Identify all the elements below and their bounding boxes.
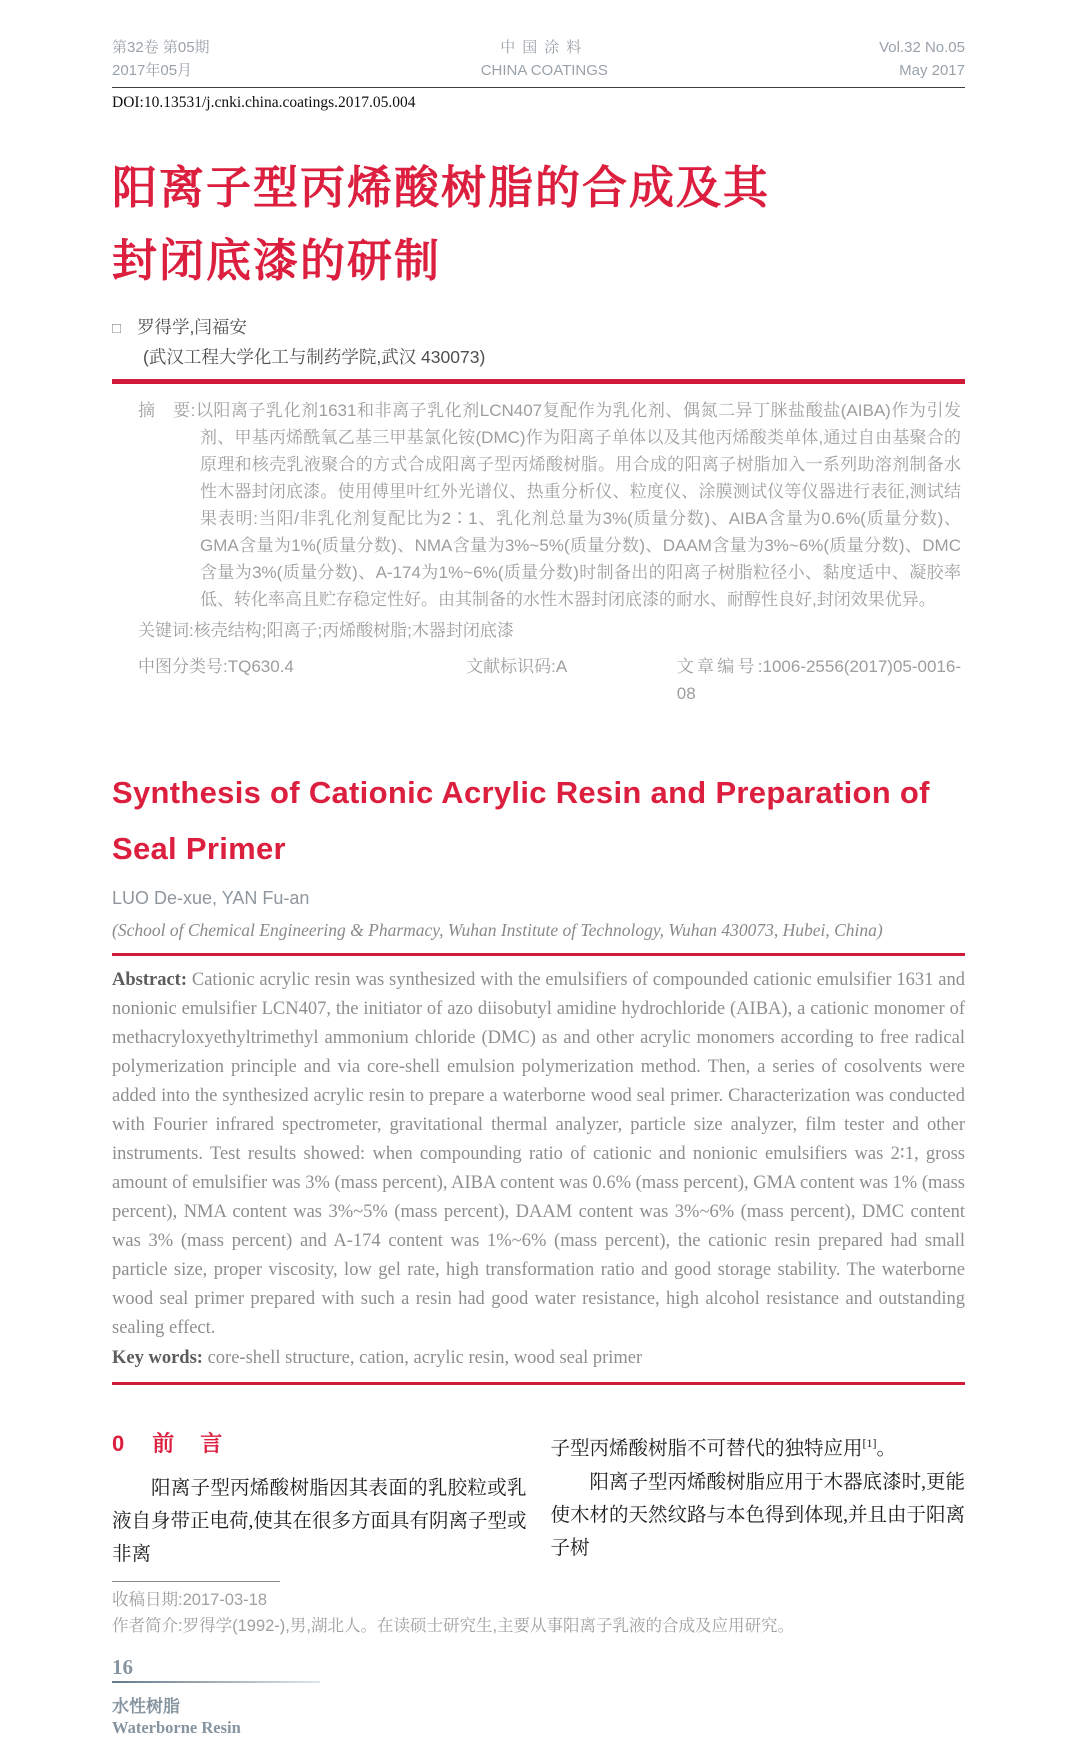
column-name-en: Waterborne Resin <box>112 1718 241 1738</box>
date-en: May 2017 <box>899 62 965 79</box>
section-title: 前言 <box>152 1431 249 1457</box>
classification-row <box>138 653 961 707</box>
clc-item <box>138 653 466 707</box>
volume-issue-cn: 第32卷 第05期 <box>112 39 210 56</box>
red-divider-top <box>112 379 965 384</box>
bio-text: 罗得学(1992-),男,湖北人。在读硕士研究生,主要从事阳离子乳液的合成及应用研究。 <box>182 1617 795 1636</box>
author-names-cn: 罗得学,闫福安 <box>137 316 247 337</box>
keywords-en-label: Key words: <box>112 1348 203 1369</box>
footnote-block <box>112 1581 965 1639</box>
abstract-cn-label: 摘 要: <box>138 400 196 420</box>
doi-text: DOI:10.13531/j.cnki.china.coatings.2017.05.004 <box>112 94 416 111</box>
body-right-text: 子型丙烯酸树脂不可替代的独特应用 <box>550 1438 863 1460</box>
keywords-cn-row <box>138 617 961 644</box>
keywords-cn-text: 核壳结构;阳离子;丙烯酸树脂;木器封闭底漆 <box>193 620 514 640</box>
doc-code-value: A <box>555 656 568 676</box>
article-id-label: 文章编号: <box>676 656 763 676</box>
article-title-cn-line1: 阳离子型丙烯酸树脂的合成及其 <box>112 162 771 213</box>
journal-name-cn: 中国涂料 <box>500 39 589 56</box>
volume-issue-en: Vol.32 No.05 <box>879 39 965 56</box>
article-id-value: 1006-2556(2017)05-0016-08 <box>676 656 961 703</box>
abstract-cn-text: 以阳离子乳化剂1631和非离子乳化剂LCN407复配作为乳化剂、偶氮二异丁脒盐酸盐(AIBA)作为引发剂、甲基丙烯酰氧乙基三甲基氯化铵(DMC)作为阳离子单体以及其他丙烯酸类单体,通过自由基聚合的原理和核壳乳液聚合的方式合成阳离子型丙烯酸树脂。用合成的阳离子树脂加入一系列助溶剂制备水性木器封闭底漆。使用傅里叶红外光谱仪、热重分析仪、粒度仪、涂膜测试仪等仪器进行表征,测试结果表明:当阳/非乳化剂复配比为2∶1、乳化剂总量为3%(质量分数)、AIBA含量为0.6%(质量分数)、GMA含量为1%(质量分数)、NMA含量为3%~5%(质量分数)、DAAM含量为3%~6%(质量分数)、DMC含量为3%(质量分数)、A-174为1%~6%(质量分数)时制备出的阳离子树脂粒径小、黏度适中、凝胶率低、转化率高且贮存稳定性好。由其制备的水性木器封闭底漆的耐水、耐醇性良好,封闭效果优异。 <box>195 400 961 609</box>
date-cn: 2017年05月 <box>112 62 193 79</box>
journal-name-en: CHINA COATINGS <box>480 62 608 79</box>
author-bio-row <box>112 1613 965 1639</box>
keywords-cn-label: 关键词: <box>138 620 194 640</box>
clc-value: TQ630.4 <box>227 656 294 676</box>
body-column-left <box>112 1427 527 1571</box>
abstract-cn-block <box>112 397 965 707</box>
body-right-period: 。 <box>876 1438 897 1460</box>
page-number: 16 <box>112 1655 133 1680</box>
red-divider-en-bottom <box>112 1382 965 1385</box>
section-heading-intro <box>112 1427 527 1460</box>
masthead-volume-cn <box>112 36 210 82</box>
received-value: 2017-03-18 <box>182 1591 267 1610</box>
masthead-journal-name <box>481 36 608 82</box>
article-title-cn <box>112 152 965 298</box>
masthead-volume-en <box>879 36 965 82</box>
column-name-cn: 水性树脂 <box>112 1697 180 1717</box>
doc-code-item <box>466 653 677 707</box>
masthead-divider <box>112 87 965 88</box>
author-marker-square: □ <box>112 319 122 337</box>
keywords-en-text: core-shell structure, cation, acrylic resin, wood seal primer <box>202 1348 643 1369</box>
authors-cn-row <box>112 314 965 342</box>
abstract-cn-paragraph <box>138 397 961 613</box>
author-names-en: LUO De-xue, YAN Fu-an <box>112 888 310 909</box>
bio-label: 作者简介: <box>112 1617 183 1636</box>
article-title-cn-line2: 封闭底漆的研制 <box>112 234 442 286</box>
abstract-en-label: Abstract: <box>112 970 188 991</box>
body-paragraph-right-1 <box>551 1427 966 1466</box>
received-label: 收稿日期: <box>112 1591 183 1610</box>
body-column-right <box>551 1427 966 1571</box>
section-number: 0 <box>112 1431 125 1457</box>
keywords-en-row <box>112 1344 965 1373</box>
affiliation-cn: (武汉工程大学化工与制药学院,武汉 430073) <box>143 346 486 367</box>
abstract-en-block <box>112 966 965 1373</box>
clc-label: 中图分类号: <box>138 656 228 676</box>
page-footer <box>112 1655 965 1738</box>
masthead <box>112 36 965 82</box>
citation-ref-1: [1] <box>862 1436 877 1451</box>
article-id-item <box>677 653 961 707</box>
body-paragraph-right-2: 阳离子型丙烯酸树脂应用于木器底漆时,更能使木材的天然纹路与本色得到体现,并且由于阳离子树 <box>550 1471 965 1559</box>
body-paragraph-left: 阳离子型丙烯酸树脂因其表面的乳胶粒或乳液自身带正电荷,使其在很多方面具有阴离子型或非离 <box>112 1478 527 1566</box>
affiliation-en: (School of Chemical Engineering & Pharmacy, Wuhan Institute of Technology, Wuhan 430073, Hubei, China) <box>112 920 883 941</box>
received-date-row <box>112 1587 965 1613</box>
red-divider-en-top <box>112 953 965 956</box>
abstract-en-paragraph <box>112 966 965 1343</box>
article-title-en: Synthesis of Cationic Acrylic Resin and Preparation of Seal Primer <box>112 774 930 866</box>
doc-code-label: 文献标识码: <box>466 656 556 676</box>
page-number-rule <box>112 1681 320 1683</box>
abstract-en-text: Cationic acrylic resin was synthesized with the emulsifiers of compounded cationic emulsifier 1631 and nonionic emulsifier LCN407, the initiator of azo diisobutyl amidine hydrochloride (AIBA), a cationic monomer of methacryloxyethyltrimethyl ammonium chloride (DMC) as and other acrylic monomers according to free radical polymerization principle and via core-shell emulsion polymerization method. Then, a series of cosolvents were added into the synthesized acrylic resin to prepare a waterborne wood seal primer. Characterization was conducted with Fourier infrared spectrometer, gravitational thermal analyzer, particle size analyzer, film tester and other instruments. Test results showed: when compounding ratio of cationic and nonionic emulsifiers was 2∶1, gross amount of emulsifier was 3% (mass percent), AIBA content was 0.6% (mass percent), GMA content was 1% (mass percent), NMA content was 3%~5% (mass percent), DAAM content was 3%~6% (mass percent), DMC content was 3% (mass percent) and A-174 content was 1%~6% (mass percent), the cationic resin prepared had small particle size, proper viscosity, low gel rate, high transformation ratio and good storage stability. The waterborne wood seal primer prepared with such a resin had good water resistance, high alcohol resistance and outstanding sealing effect. <box>112 970 965 1339</box>
authors-cn-block <box>112 314 965 370</box>
body-columns <box>112 1427 965 1571</box>
footnote-divider <box>112 1581 280 1582</box>
